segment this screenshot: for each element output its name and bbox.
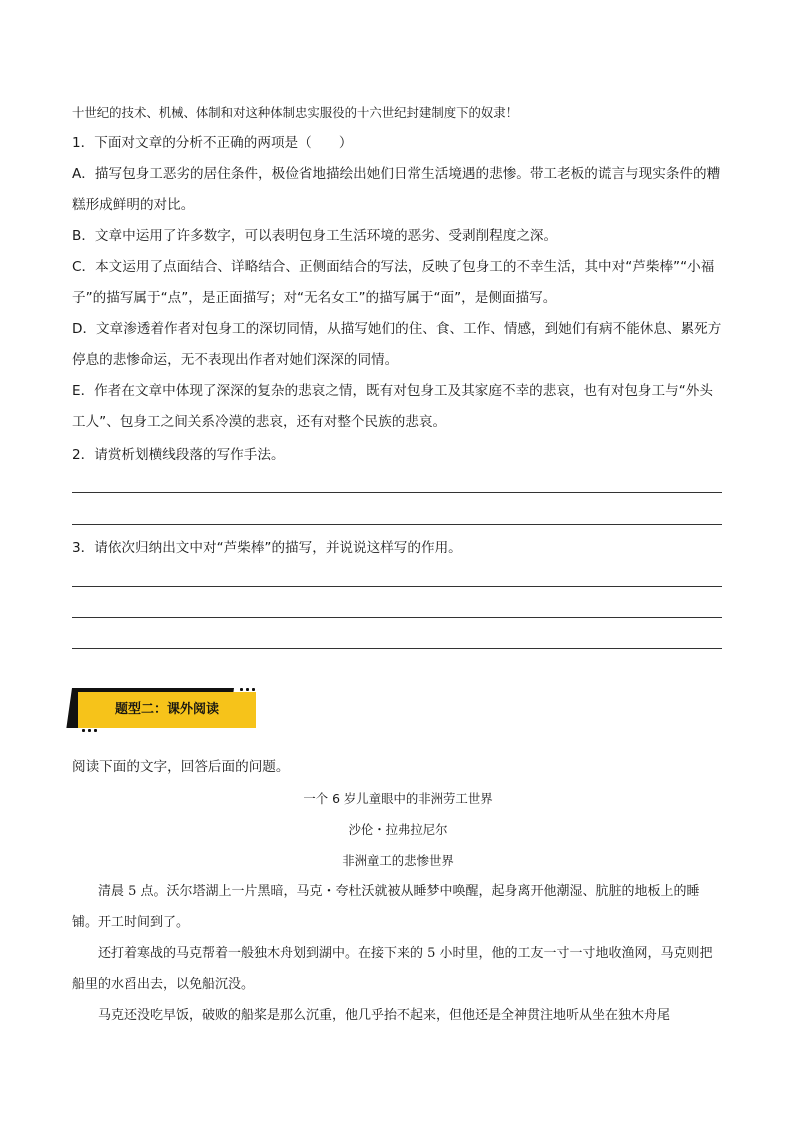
answer-line xyxy=(72,648,722,649)
option-b: B．文章中运用了许多数字，可以表明包身工生活环境的恶劣、受剥削程度之深。 xyxy=(72,228,558,244)
article-title: 一个 6 岁儿童眼中的非洲劳工世界 xyxy=(303,791,493,806)
continuation-line: 十世纪的技术、机械、体制和对这种体制忠实服役的十六世纪封建制度下的奴隶！ xyxy=(72,105,519,120)
article-paragraph: 清晨 5 点。沃尔塔湖上一片黑暗，马克・夸杜沃就被从睡梦中唤醒，起身离开他潮湿、肮脏的地板上的睡铺。开工时间到了。 xyxy=(72,884,700,930)
article-subtitle: 非洲童工的悲惨世界 xyxy=(342,853,454,868)
article-paragraph: 还打着寒战的马克帮着一般独木舟划到湖中。在接下来的 5 小时里，他的工友一寸一寸地收渔网，马克则把船里的水舀出去，以免船沉没。 xyxy=(72,946,713,992)
answer-line xyxy=(72,524,722,525)
decor-dot xyxy=(246,688,249,691)
article-paragraph: 马克还没吃早饭，破败的船桨是那么沉重，他几乎抬不起来，但他还是全神贯注地听从坐在独木舟尾 xyxy=(98,1008,671,1023)
reading-instruction: 阅读下面的文字，回答后面的问题。 xyxy=(72,759,290,775)
option-a: A．描写包身工恶劣的居住条件，极俭省地描绘出她们日常生活境遇的悲惨。带工老板的谎言与现实条件的糟糕形成鲜明的对比。 xyxy=(72,166,721,213)
option-c: C．本文运用了点面结合、详略结合、正侧面结合的写法，反映了包身工的不幸生活，其中对“芦柴棒”“小福子”的描写属于“点”，是正面描写；对“无名女工”的描写属于“面”，是侧面描写。 xyxy=(72,259,715,306)
question-2-stem: 2．请赏析划横线段落的写作手法。 xyxy=(72,447,285,463)
answer-line xyxy=(72,617,722,618)
question-1-stem: 1．下面对文章的分析不正确的两项是（ ） xyxy=(72,135,353,151)
question-3-stem: 3．请依次归纳出文中对“芦柴棒”的描写，并说说这样写的作用。 xyxy=(72,540,462,556)
decor-dot xyxy=(82,729,85,732)
section-badge xyxy=(72,688,262,732)
option-d: D．文章渗透着作者对包身工的深切同情，从描写她们的住、食、工作、情感，到她们有病不能休息、累死方停息的悲惨命运，无不表现出作者对她们深深的同情。 xyxy=(72,321,722,368)
decor-dot xyxy=(88,729,91,732)
answer-line xyxy=(72,492,722,493)
option-e: E．作者在文章中体现了深深的复杂的悲哀之情，既有对包身工及其家庭不幸的悲哀，也有对包身工与“外头工人”、包身工之间关系冷漠的悲哀，还有对整个民族的悲哀。 xyxy=(72,383,713,430)
answer-line xyxy=(72,586,722,587)
decor-dot xyxy=(252,688,255,691)
article-author: 沙伦・拉弗拉尼尔 xyxy=(348,822,448,837)
decor-dot xyxy=(240,688,243,691)
section-title: 题型二：课外阅读 xyxy=(114,702,219,717)
decor-dot xyxy=(94,729,97,732)
